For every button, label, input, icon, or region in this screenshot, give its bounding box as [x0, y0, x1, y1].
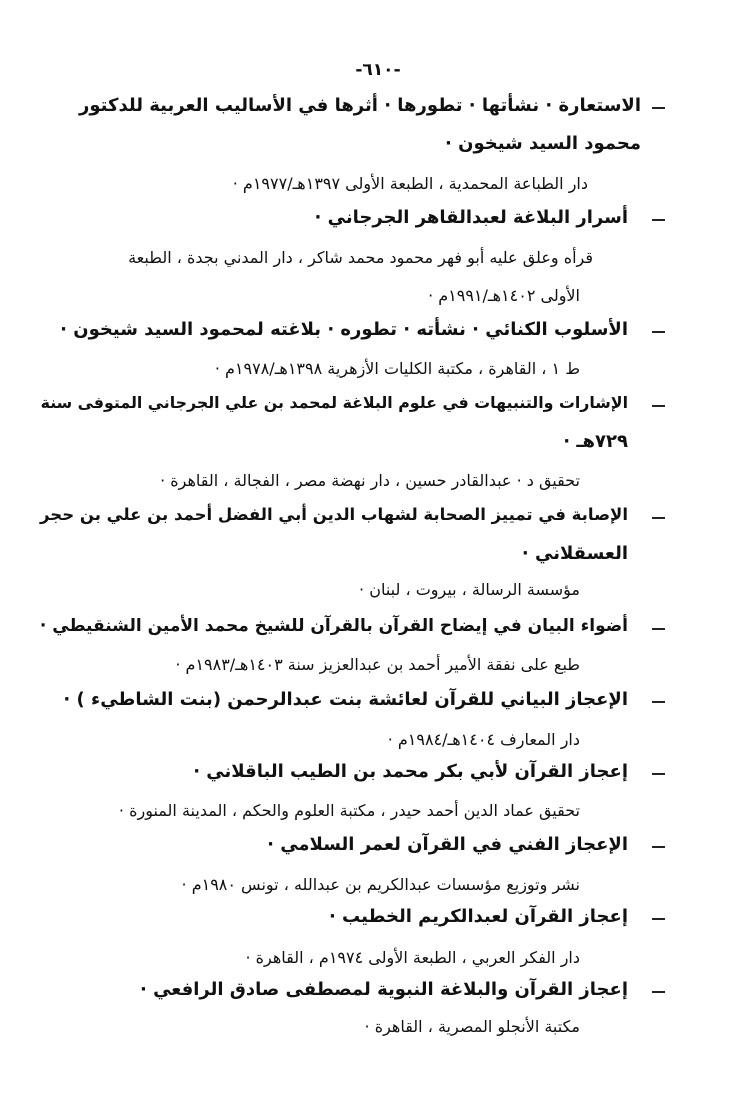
entry-detail-line: الأولى ١٤٠٢هـ/١٩٩١م ·: [428, 286, 580, 305]
entry-title-line: الإعجاز البياني للقرآن لعائشة بنت عبدالرحمن (بنت الشاطيء ) ·: [63, 689, 628, 710]
entry-dash: [652, 219, 665, 221]
entry-title-line: إعجاز القرآن لعبدالكريم الخطيب ·: [328, 906, 628, 927]
entry-dash: [652, 331, 665, 333]
entry-detail-line: تحقيق عماد الدين أحمد حيدر ، مكتبة العلوم والحكم ، المدينة المنورة ·: [118, 801, 580, 820]
entry-detail-line: مؤسسة الرسالة ، بيروت ، لبنان ·: [359, 580, 580, 599]
entry-title-line: الإعجاز الفني في القرآن لعمر السلامي ·: [267, 834, 628, 855]
entry-dash: [652, 846, 665, 848]
entry-title-line: الإصابة في تمييز الصحابة لشهاب الدين أبي الفضل أحمد بن علي بن حجر: [40, 505, 628, 524]
entry-title-line: الإشارات والتنبيهات في علوم البلاغة لمحمد بن علي الجرجاني المتوفى سنة: [40, 393, 628, 412]
entry-dash: [652, 918, 665, 920]
entry-title-line: أضواء البيان في إيضاح القرآن بالقرآن للشيخ محمد الأمين الشنقيطي ·: [39, 616, 628, 636]
entry-title-line: العسقلاني ·: [521, 543, 628, 564]
entry-detail-line: ط ١ ، القاهرة ، مكتبة الكليات الأزهرية ١٣٩٨هـ/١٩٧٨م ·: [214, 359, 580, 378]
entry-title-line: الأسلوب الكنائي · نشأته · تطوره · بلاغته لمحمود السيد شيخون ·: [60, 319, 628, 340]
entry-title-line: إعجاز القرآن لأبي بكر محمد بن الطيب الباقلاني ·: [193, 761, 628, 782]
entry-dash: [652, 405, 665, 407]
entry-dash: [652, 628, 665, 630]
entry-detail-line: مكتبة الأنجلو المصرية ، القاهرة ·: [364, 1017, 580, 1036]
entry-title-line: محمود السيد شيخون ·: [444, 133, 641, 154]
entry-dash: [652, 517, 665, 519]
entry-detail-line: دار الطباعة المحمدية ، الطبعة الأولى ١٣٩٧هـ/١٩٧٧م ·: [232, 174, 588, 193]
entry-detail-line: طبع على نفقة الأمير أحمد بن عبدالعزيز سنة ١٤٠٣هـ/١٩٨٣م ·: [175, 655, 580, 674]
entry-title-line: ٧٢٩هـ ·: [563, 431, 628, 452]
entry-detail-line: دار المعارف ١٤٠٤هـ/١٩٨٤م ·: [387, 730, 580, 749]
entry-detail-line: نشر وتوزيع مؤسسات عبدالكريم بن عبدالله ، تونس ١٩٨٠م ·: [181, 875, 580, 894]
entry-detail-line: تحقيق د · عبدالقادر حسين ، دار نهضة مصر ، الفجالة ، القاهرة ·: [160, 471, 580, 490]
entry-dash: [652, 991, 665, 993]
entry-title-line: الاستعارة · نشأتها · تطورها · أثرها في الأساليب العربية للدكتور: [79, 95, 641, 116]
entry-dash: [652, 701, 665, 703]
entry-dash: [652, 773, 665, 775]
entry-title-line: أسرار البلاغة لعبدالقاهر الجرجاني ·: [314, 207, 628, 228]
entry-title-line: إعجاز القرآن والبلاغة النبوية لمصطفى صادق الرافعي ·: [139, 979, 628, 1000]
page-number: -٦١٠-: [355, 60, 401, 80]
entry-detail-line: دار الفكر العربي ، الطبعة الأولى ١٩٧٤م ، القاهرة ·: [245, 948, 580, 967]
entry-dash: [652, 107, 665, 109]
entry-detail-line: قرأه وعلق عليه أبو فهر محمود محمد شاكر ، دار المدني بجدة ، الطبعة: [128, 248, 593, 267]
